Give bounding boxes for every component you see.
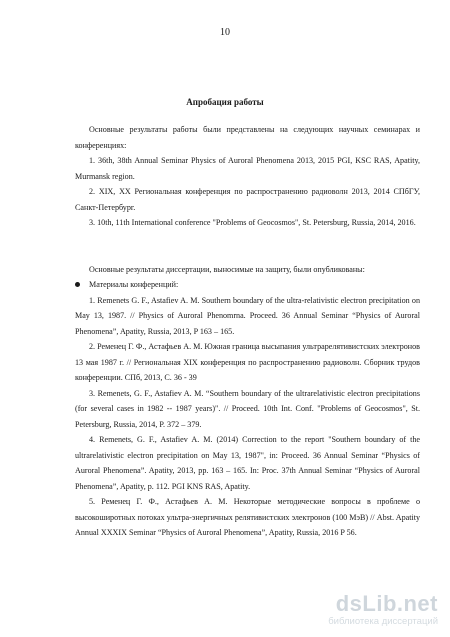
list-item bbox=[75, 153, 420, 184]
publications-paragraph: Основные результаты диссертации, выносимые на защиту, были опубликованы: bbox=[89, 265, 365, 274]
item-number: 3. bbox=[89, 218, 96, 227]
item-text: Remenets, G. F., Astafiev A. M. (2014) Correction to the report "Southern boundary of the ultrarelativistic electron precipitation on May 13, 1987", in: Proceed. 36 Annual Seminar “Physics of Auroral Phenomena”. Apatity, 2013, pp. 163 – 165. In: Proc. 37th Annual Seminar “Physics of Auroral Phenomena”, Apatity, p. 112. PGI KNS RAS, Apatity. bbox=[75, 435, 420, 491]
item-text: Ременец Г. Ф., Астафьев А. М. Южная граница высыпания ультрарелятивистских электронов 13 мая 1987 г. // Региональная XIX конференция по распространению радиоволн. Сборник трудов конференции. СПб, 2013, С. 36 - 39 bbox=[75, 342, 421, 382]
list-item bbox=[75, 215, 420, 231]
watermark-logo: dsLib.net bbox=[335, 591, 438, 616]
item-number: 5. bbox=[89, 497, 96, 506]
item-text: 36th, 38th Annual Seminar Physics of Auroral Phenomena 2013, 2015 PGI, KSC RAS, Apatity, Murmansk region. bbox=[75, 156, 420, 181]
item-text: Remenets, G. F., Astafiev A. M. “Southern boundary of the ultrarelativistic electron precipitations (for several cases in 1982 -- 1987 years)". // Proceed. 10th Int. Conf. "Problems of Geocosmos", St. Petersburg, Russia, 2014, P. 372 – 379. bbox=[75, 388, 420, 429]
list-item bbox=[75, 184, 420, 215]
list-item bbox=[75, 339, 420, 386]
list-item bbox=[75, 494, 420, 541]
list-item bbox=[75, 386, 420, 433]
item-text: 10th, 11th International conference "Problems of Geocosmos", St. Petersburg, Russia, 2014, 2016. bbox=[97, 218, 416, 227]
item-number: 1. bbox=[89, 295, 96, 305]
bullet-icon bbox=[75, 282, 80, 287]
list-item bbox=[75, 432, 420, 494]
item-number: 3. bbox=[89, 388, 96, 398]
section-heading: Апробация работы bbox=[186, 97, 264, 107]
conference-list bbox=[75, 153, 420, 231]
publication-list bbox=[75, 277, 420, 541]
item-text: Ременец Г. Ф., Астафьев А. М. Некоторые методические вопросы в проблеме о высокоширотных потоках ультра-энергичных релятивистских электронов (100 МэВ) // Abst. Apatity Annual XXXIX Seminar “Physics of Auroral Phenomena”, Apatity, Russia, 2016 P 56. bbox=[75, 497, 420, 537]
watermark-subtitle: библиотека диссертаций bbox=[328, 616, 438, 627]
watermark bbox=[288, 591, 438, 631]
intro-paragraph: Основные результаты работы были представлены на следующих научных семинарах и конференциях: bbox=[75, 125, 420, 150]
bullet-label: Материалы конференций: bbox=[89, 280, 179, 289]
item-number: 4. bbox=[89, 435, 96, 444]
bullet-item bbox=[75, 277, 420, 293]
list-item bbox=[75, 293, 420, 340]
page-number: 10 bbox=[220, 27, 230, 38]
item-number: 1. bbox=[89, 156, 96, 165]
item-number: 2. bbox=[89, 187, 96, 196]
item-text: XIX, XX Региональная конференция по распространению радиоволн 2013, 2014 СПбГУ, Санкт-Петербург. bbox=[75, 187, 421, 212]
item-number: 2. bbox=[89, 342, 96, 351]
item-text: Remenets G. F., Astafiev A. M. Southern boundary of the ultra-relativistic electron precipitation on May 13, 1987. // Physics of Auroral Phenomrna. Proceed. 36 Annual Seminar “Physics of Auroral Phenomena”, Apatity, Russia, 2013, P 163 – 165. bbox=[75, 295, 421, 336]
